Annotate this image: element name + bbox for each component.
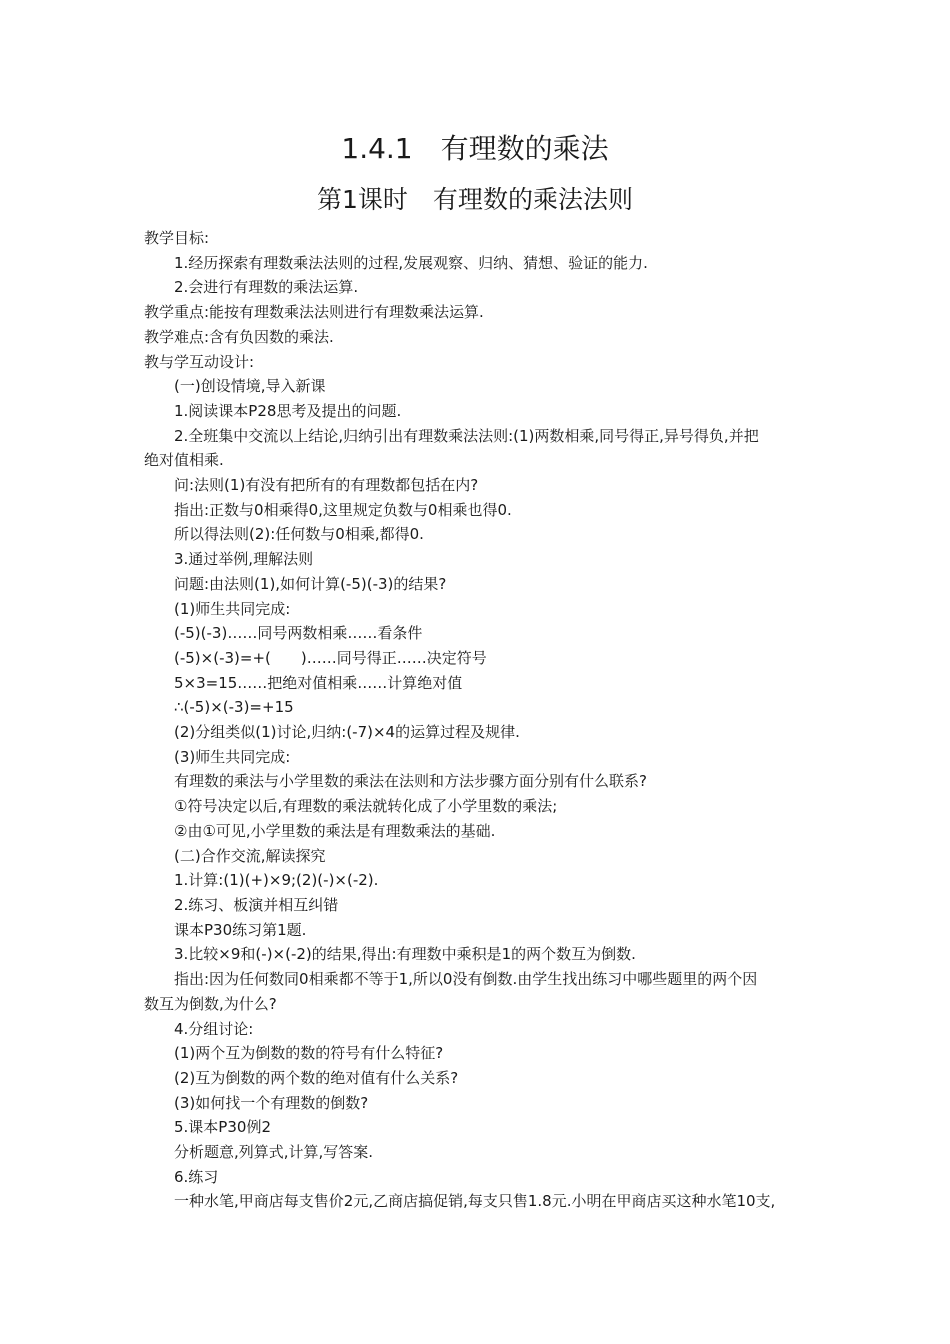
text-line: (1)师生共同完成: (174, 599, 291, 618)
text-line: 5.课本P30例2 (174, 1118, 271, 1137)
text-line: (二)合作交流,解读探究 (174, 846, 326, 865)
text-line: 1.阅读课本P28思考及提出的问题. (174, 401, 402, 420)
text-line: 有理数的乘法与小学里数的乘法在法则和方法步骤方面分别有什么联系? (174, 772, 647, 791)
text-line: (-5)×(-3)=+( )……同号得正……决定符号 (174, 648, 487, 667)
text-line: 绝对值相乘. (144, 451, 224, 470)
text-line: (一)创设情境,导入新课 (174, 377, 326, 396)
text-line: 数互为倒数,为什么? (144, 994, 277, 1013)
text-line: 3.比较×9和(-)×(-2)的结果,得出:有理数中乘积是1的两个数互为倒数. (174, 945, 636, 964)
text-line: 教与学互动设计: (144, 352, 255, 371)
text-line: 问:法则(1)有没有把所有的有理数都包括在内? (174, 476, 479, 495)
text-line: 1.计算:(1)(+)×9;(2)(-)×(-2). (174, 871, 379, 890)
text-line: 指出:因为任何数同0相乘都不等于1,所以0没有倒数.由学生找出练习中哪些题里的两个因 (174, 970, 758, 989)
document-title: 1.4.1 有理数的乘法 (341, 132, 609, 165)
text-line: (2)分组类似(1)讨论,归纳:(-7)×4的运算过程及规律. (174, 723, 520, 742)
text-line: 4.分组讨论: (174, 1019, 254, 1038)
text-line: 问题:由法则(1),如何计算(-5)(-3)的结果? (174, 574, 447, 593)
document-body (144, 226, 808, 1214)
text-line: (-5)(-3)……同号两数相乘……看条件 (174, 624, 423, 643)
text-line: 教学目标: (144, 229, 210, 247)
text-line: 课本P30练习第1题. (174, 920, 307, 939)
text-line: 一种水笔,甲商店每支售价2元,乙商店搞促销,每支只售1.8元.小明在甲商店买这种水笔10支, (174, 1192, 776, 1211)
text-line: 6.练习 (174, 1167, 219, 1186)
text-line: ∴(-5)×(-3)=+15 (174, 698, 294, 717)
text-line: 5×3=15……把绝对值相乘……计算绝对值 (174, 673, 463, 692)
text-line: 2.练习、板演并相互纠错 (174, 895, 339, 914)
text-line: (3)师生共同完成: (174, 747, 291, 766)
text-line: 2.会进行有理数的乘法运算. (174, 278, 359, 297)
text-line: ①符号决定以后,有理数的乘法就转化成了小学里数的乘法; (174, 797, 558, 816)
text-line: (3)如何找一个有理数的倒数? (174, 1093, 369, 1112)
text-line: 2.全班集中交流以上结论,归纳引出有理数乘法法则:(1)两数相乘,同号得正,异号得负,并把 (174, 426, 759, 445)
text-line: 所以得法则(2):任何数与0相乘,都得0. (174, 525, 424, 544)
text-line: 分析题意,列算式,计算,写答案. (174, 1143, 374, 1162)
text-line: 3.通过举例,理解法则 (174, 550, 314, 569)
text-line: 1.经历探索有理数乘法法则的过程,发展观察、归纳、猜想、验证的能力. (174, 253, 648, 272)
text-line: ②由①可见,小学里数的乘法是有理数乘法的基础. (174, 821, 496, 840)
text-line: 指出:正数与0相乘得0,这里规定负数与0相乘也得0. (174, 500, 512, 519)
document-subtitle: 第1课时 有理数的乘法法则 (317, 185, 633, 214)
text-line: (2)互为倒数的两个数的绝对值有什么关系? (174, 1068, 459, 1087)
text-line: 教学重点:能按有理数乘法法则进行有理数乘法运算. (144, 303, 484, 322)
text-line: (1)两个互为倒数的数的符号有什么特征? (174, 1044, 444, 1063)
text-line: 教学难点:含有负因数的乘法. (144, 327, 334, 346)
